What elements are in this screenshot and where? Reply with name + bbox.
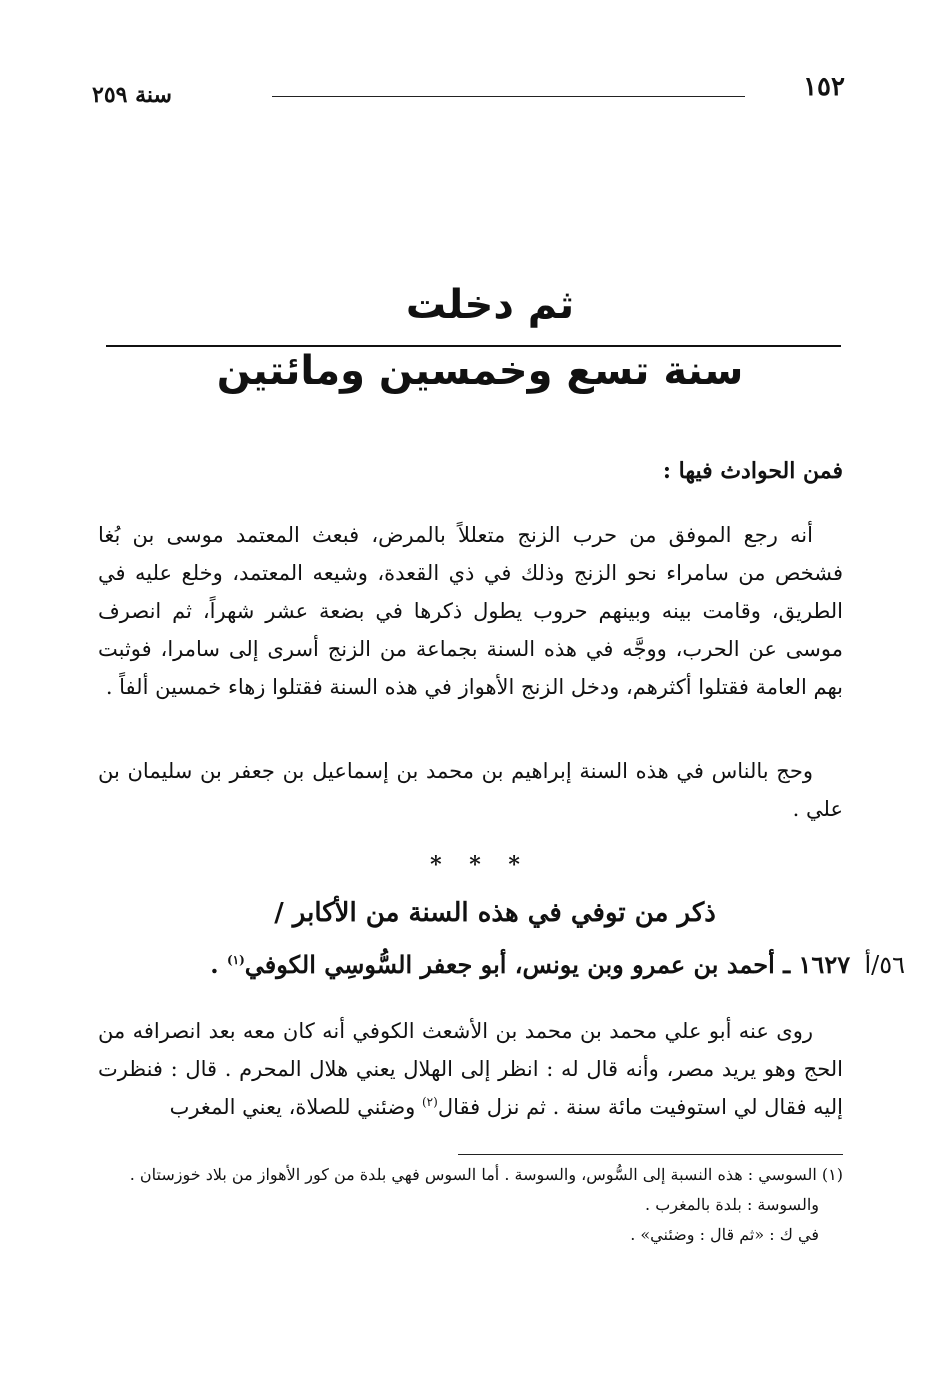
paragraph-biography bbox=[98, 1012, 843, 1126]
running-header bbox=[92, 72, 845, 112]
paragraph-biography-text: روى عنه أبو علي محمد بن محمد بن الأشعث الكوفي أنه كان معه بعد انصرافه من الحج وهو يريد مصر، وأنه قال له : انظر إلى الهلال يعني هلال المحرم . قال : فنظرت إليه فقال لي استوفيت مائة سنة . ثم نزل فقال bbox=[98, 1019, 843, 1119]
entry-title: ١٦٢٧ ـ أحمد بن عمرو وبن يونس، أبو جعفر السُّوسِي الكوفي bbox=[244, 950, 851, 979]
entry-end: . bbox=[210, 950, 227, 979]
footnote-rule bbox=[458, 1154, 843, 1155]
chapter-heading-line2: سنة تسع وخمسين ومائتين bbox=[216, 348, 744, 394]
section-separator: * * * bbox=[430, 852, 530, 878]
footnote-1-continued: والسوسة : بلدة بالمغرب . bbox=[645, 1195, 819, 1214]
footnote-marker: (٢) bbox=[421, 1095, 438, 1109]
paragraph-events: أنه رجع الموفق من حرب الزنج متعللاً بالمرض، فبعث المعتمد موسى بن بُغا فشخص من سامراء نحو الزنج وذلك في ذي القعدة، وشيعه المعتمد، وخلع عليه في الطريق، وقامت بينه وبينهم حروب يطول ذكرها في بضعة عشر شهراً، ثم انصرف موسى عن الحرب، ووجَّه في هذه السنة بجماعة من الزنج أسرى إلى سامرا، فوثبت بهم العامة فقتلوا أكثرهم، ودخل الزنج الأهواز في هذه السنة فقتلوا زهاء خمسين ألفاً . bbox=[98, 523, 843, 699]
chapter-heading-rule bbox=[106, 345, 841, 347]
biography-entry-heading bbox=[210, 950, 905, 979]
manuscript-margin-ref: ٥٦/أ bbox=[864, 951, 905, 979]
chapter-heading-line1: ثم دخلت bbox=[405, 282, 575, 328]
running-year-label: سنة ٢٥٩ bbox=[92, 82, 172, 108]
paragraph-biography-text-end: وضئني للصلاة، يعني المغرب bbox=[169, 1095, 422, 1119]
header-rule bbox=[272, 96, 745, 97]
footnotes bbox=[110, 1160, 843, 1250]
section-heading-deaths: ذكر من توفي في هذه السنة من الأكابر / bbox=[274, 898, 716, 928]
footnote-1: (١) السوسي : هذه النسبة إلى السُّوس، والسوسة . أما السوس فهي بلدة من كور الأهواز من بلاد خوزستان . bbox=[129, 1165, 843, 1184]
page-number: ١٥٢ bbox=[803, 72, 845, 102]
paragraph-hajj: وحج بالناس في هذه السنة إبراهيم بن محمد بن إسماعيل بن جعفر بن سليمان بن علي . bbox=[98, 759, 843, 821]
footnote-marker: (١) bbox=[226, 953, 245, 967]
footnote-2: في ك : «ثم قال : وضئني» . bbox=[630, 1225, 819, 1244]
events-heading: فمن الحوادث فيها : bbox=[662, 458, 843, 484]
